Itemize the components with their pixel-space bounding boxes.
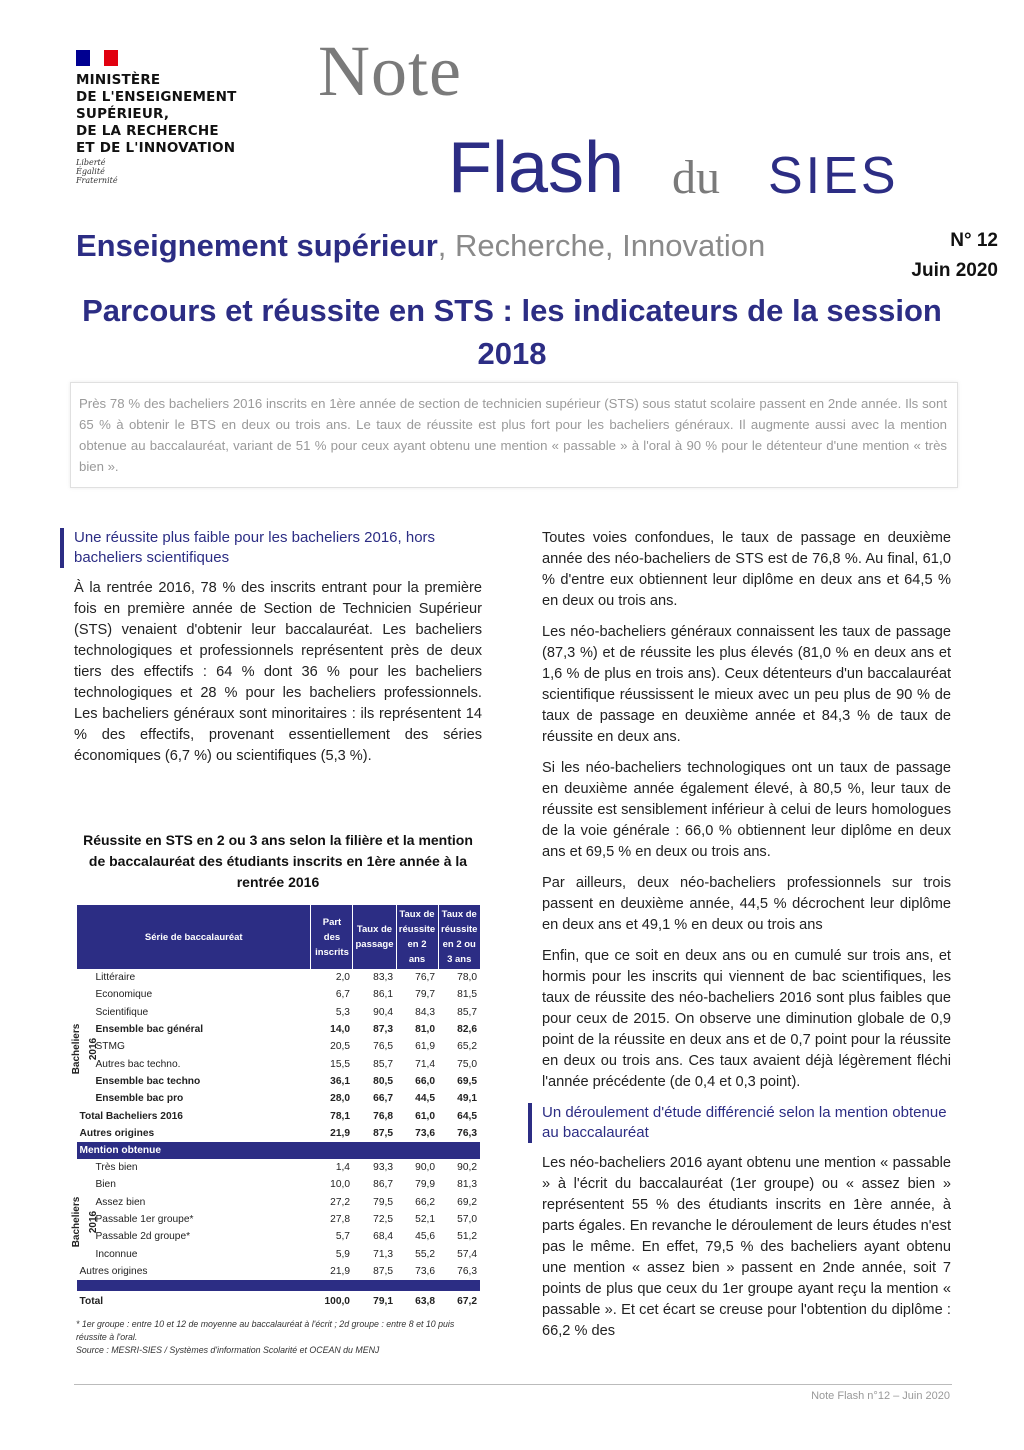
ministry-line: ET DE L'INNOVATION	[76, 140, 236, 156]
table-cell: 49,1	[457, 1093, 477, 1105]
table-cell: 27,8	[330, 1214, 350, 1225]
table-cell: 66,7	[373, 1093, 393, 1105]
table-cell: 79,5	[373, 1196, 393, 1208]
table-cell: 100,0	[311, 1290, 353, 1312]
paragraph: Enfin, que ce soit en deux ans ou en cumulé sur trois ans, et hormis pour les inscrits qui viennent de bac scientifiques, les taux de réussite des néo-bacheliers 2016 sont plus faibles que pour ceux de 2015. On observe une diminution globale de 0,9 point de la réussite en deux ans et de 0,7 point pour la réussite en deux ou trois ans. Ces taux avaient déjà légèrement fléchi l'année précédente (de 0,4 et 0,3 point).	[542, 948, 951, 1090]
table-cell: 81,5	[457, 989, 477, 1001]
issue-date: Juin 2020	[911, 260, 998, 281]
table-cell: 36,1	[330, 1075, 350, 1087]
table-cell: 21,9	[330, 1127, 350, 1139]
row-label: Autres origines	[79, 1265, 148, 1277]
table-cell: 73,6	[415, 1265, 435, 1277]
table-cell: 67,2	[438, 1290, 480, 1312]
table-cell: 10,0	[330, 1179, 350, 1191]
table-row	[77, 1159, 481, 1176]
table-cell: 27,2	[330, 1196, 350, 1208]
table-cell: 57,4	[457, 1248, 477, 1260]
left-column	[74, 528, 482, 777]
footer-divider	[74, 1384, 952, 1385]
table-cell: 79,1	[353, 1290, 396, 1312]
table-cell: 81,0	[415, 1024, 435, 1036]
group-label: Bacheliers 2016	[70, 1023, 99, 1075]
row-label: Assez bien	[95, 1196, 146, 1208]
table-cell: 79,7	[415, 989, 435, 1001]
table-title: Réussite en STS en 2 ou 3 ans selon la filière et la mention de baccalauréat des étudiants inscrits en 1ère année à la rentrée 2016	[83, 832, 473, 890]
table-cell: 78,1	[330, 1110, 350, 1122]
table-cell: 21,9	[330, 1265, 350, 1277]
issue-info	[911, 226, 998, 286]
table-cell: 65,2	[457, 1041, 477, 1053]
table-cell: 55,2	[415, 1248, 435, 1260]
row-label: Ensemble bac techno	[95, 1075, 201, 1087]
table-cell: 52,1	[415, 1214, 435, 1225]
table-cell: 87,5	[373, 1265, 393, 1277]
table-cell: 76,3	[457, 1127, 477, 1139]
flag-white-stripe	[90, 50, 104, 66]
row-label: Littéraire	[95, 972, 136, 984]
table-row	[77, 1263, 481, 1280]
group-label: Bacheliers 2016	[70, 1196, 99, 1248]
table-cell: 82,6	[457, 1024, 477, 1036]
table-subtotal-row	[77, 1107, 481, 1124]
table-cell: 79,9	[415, 1179, 435, 1191]
column-header: Part des inscrits	[311, 905, 353, 969]
row-label: Ensemble bac pro	[95, 1093, 184, 1105]
ministry-line: DE LA RECHERCHE	[76, 123, 219, 139]
table-row	[77, 1055, 481, 1072]
table-cell: 6,7	[335, 989, 350, 1001]
table-cell: 63,8	[396, 1290, 438, 1312]
table-cell: 15,5	[330, 1058, 350, 1070]
table-band-row	[77, 1142, 481, 1159]
right-column	[542, 528, 951, 1352]
table-cell: 61,0	[415, 1110, 435, 1122]
table-cell: 28,0	[330, 1093, 350, 1105]
table-cell: 80,5	[373, 1075, 393, 1087]
row-label: Ensemble bac général	[95, 1024, 204, 1036]
publication-title-flash: Flash	[448, 128, 625, 208]
publication-title-note: Note	[318, 31, 462, 111]
table-row	[77, 1125, 481, 1142]
summary-box: Près 78 % des bacheliers 2016 inscrits en 1ère année de section de technicien supérieur (STS) sous statut scolaire passent en 2nde année. Ils sont 65 % à obtenir le BTS en deux ou trois ans. Le taux de réussite est plus fort pour les bacheliers généraux. Il augmente aussi avec la mention obtenue au baccalauréat, variant de 51 % pour ceux ayant obtenu une mention « passable » à l'oral à 90 % pour le détenteur d'une mention « très bien ».	[70, 382, 958, 488]
row-label: Inconnue	[95, 1248, 138, 1260]
column-header: Taux de réussite en 2 ans	[396, 905, 438, 969]
column-header: Série de baccalauréat	[77, 905, 311, 969]
document-title: Parcours et réussite en STS : les indicateurs de la session 2018	[82, 293, 942, 371]
table-cell: 86,1	[373, 989, 393, 1001]
table-row	[77, 1004, 481, 1021]
row-label: STMG	[95, 1041, 125, 1053]
table-cell: 87,3	[373, 1024, 393, 1036]
table-cell: 90,2	[457, 1162, 477, 1174]
republic-flag-logo	[76, 50, 118, 66]
table-cell: 85,7	[457, 1006, 477, 1018]
group-label-cell	[70, 969, 99, 1107]
table-cell: 64,5	[457, 1110, 477, 1122]
separator-cell	[77, 1280, 481, 1290]
table-cell: 81,3	[457, 1179, 477, 1191]
table-header-row	[77, 905, 481, 969]
table-row	[77, 1073, 481, 1090]
table-cell: 76,3	[457, 1265, 477, 1277]
ministry-line: DE L'ENSEIGNEMENT	[76, 89, 237, 105]
flag-blue-stripe	[76, 50, 90, 66]
group-label-cell	[70, 1159, 99, 1263]
table-cell: 85,7	[373, 1058, 393, 1070]
table-cell: 90,4	[373, 1006, 393, 1018]
table-cell: 73,6	[415, 1127, 435, 1139]
paragraph: Si les néo-bacheliers technologiques ont un taux de passage en deuxième année également élevé, à 80,5 %, leur taux de réussite est sensiblement inférieur à celui de leurs homologues de la voie générale : 66,0 % obtiennent leur diplôme en deux ans et 69,5 % en deux ou trois ans.	[542, 760, 951, 860]
paragraph: Les néo-bacheliers 2016 ayant obtenu une mention « passable » à l'écrit du baccalauréat (1er groupe) ou « assez bien » représentent 55 % des étudiants inscrits en 1ère année, à parts égales. En revanche le déroulement de leurs études n'est pas le même. En effet, 79,5 % des bacheliers ayant obtenu une mention « assez bien » passent en 2nde année, soit 7 points de plus que ceux du 1er groupe ayant reçu la mention « passable ». Et cet écart se creuse pour l'obtention du diplôme : 66,2 % des	[542, 1155, 951, 1339]
table-cell: 66,2	[415, 1196, 435, 1208]
table-cell: 1,4	[335, 1162, 350, 1174]
paragraph: Toutes voies confondues, le taux de passage en deuxième année des néo-bacheliers de STS est de 76,8 %. Au final, 61,0 % d'entre eux obtiennent leur diplôme en deux ans et 64,5 % en deux ou trois ans.	[542, 530, 951, 609]
row-label: Scientifique	[95, 1006, 149, 1018]
table-cell: 45,6	[415, 1231, 435, 1243]
table-footnote	[76, 1318, 484, 1357]
section-heading: Un déroulement d'étude différencié selon la mention obtenue au baccalauréat	[528, 1103, 951, 1143]
publication-title-sies: SIES	[768, 147, 899, 205]
ministry-line: MINISTÈRE	[76, 72, 161, 88]
table-cell: 44,5	[415, 1093, 435, 1105]
motto-line: Fraternité	[76, 176, 118, 185]
table-cell: 93,3	[373, 1162, 393, 1174]
table-row	[77, 1211, 481, 1228]
table-cell: 86,7	[373, 1179, 393, 1191]
motto-line: Liberté	[76, 158, 106, 167]
banner-light: , Recherche, Innovation	[437, 228, 766, 263]
row-label: Passable 1er groupe*	[95, 1214, 194, 1225]
table-row	[77, 1176, 481, 1193]
domain-banner	[76, 228, 765, 264]
table-cell: 78,0	[457, 972, 477, 984]
table-body	[70, 969, 481, 1312]
row-label: Total Bacheliers 2016	[79, 1110, 183, 1122]
row-label: Autres bac techno.	[95, 1058, 181, 1070]
banner-strong: Enseignement supérieur	[76, 228, 438, 263]
table-cell: 5,3	[335, 1006, 350, 1018]
results-table	[70, 905, 480, 1312]
table-cell: 76,7	[415, 972, 435, 984]
table-cell: 66,0	[415, 1075, 435, 1087]
table-cell: 84,3	[415, 1006, 435, 1018]
table-row	[77, 1228, 481, 1245]
table-cell: 71,4	[415, 1058, 435, 1070]
table-cell: 69,5	[457, 1075, 477, 1087]
table-row	[77, 969, 481, 986]
table-cell: 51,2	[457, 1231, 477, 1243]
column-header: Taux de passage	[353, 905, 396, 969]
table-row	[77, 986, 481, 1003]
table-cell: 87,5	[373, 1127, 393, 1139]
table-cell: 71,3	[373, 1248, 393, 1260]
band-label: Mention obtenue	[77, 1142, 481, 1159]
republic-motto	[76, 158, 118, 185]
section-heading: Une réussite plus faible pour les bacheliers 2016, hors bacheliers scientifiques	[60, 528, 482, 568]
table-cell: 5,7	[335, 1231, 350, 1243]
row-label: Bien	[95, 1179, 116, 1191]
paragraph: Les néo-bacheliers généraux connaissent les taux de passage (87,3 %) et de réussite les plus élevés (81,0 % en deux ans et 1,6 % de plus en trois ans). Ceux détenteurs d'un baccalauréat scientifique réussissent le mieux avec un peu plus de 90 % de taux de passage en deuxième année et 84,3 % de taux de réussite en deux ans.	[542, 624, 951, 745]
table-cell: 61,9	[415, 1041, 435, 1053]
column-header: Taux de réussite en 2 ou 3 ans	[438, 905, 480, 969]
table-separator-bar	[77, 1280, 481, 1290]
ministry-line: SUPÉRIEUR,	[76, 106, 170, 122]
table-cell: 68,4	[373, 1231, 393, 1243]
table-cell: 72,5	[373, 1214, 393, 1225]
paragraph: À la rentrée 2016, 78 % des inscrits entrant pour la première fois en première année de Section de Technicien Supérieur (STS) venaient d'obtenir leur baccalauréat. Les bacheliers technologiques et professionnels représentent près de deux tiers des effectifs : 64 % dont 36 % pour les bacheliers technologiques et 28 % pour les bacheliers professionnels. Les bacheliers généraux sont minoritaires : ils représentent 14 % des effectifs, provenant essentiellement des séries économiques (6,7 %) ou scientifiques (5,3 %).	[74, 580, 482, 764]
row-label: Passable 2d groupe*	[95, 1231, 191, 1243]
table-row	[77, 1038, 481, 1055]
table-row	[77, 1090, 481, 1107]
table-cell: 90,0	[415, 1162, 435, 1174]
table-row	[77, 1021, 481, 1038]
row-label: Total	[77, 1290, 311, 1312]
table-cell: 69,2	[457, 1196, 477, 1208]
table-row	[77, 1245, 481, 1262]
table-cell: 75,0	[457, 1058, 477, 1070]
issue-number: N° 12	[950, 230, 998, 251]
table-cell: 76,8	[373, 1110, 393, 1122]
table-cell: 14,0	[330, 1024, 350, 1036]
table-cell: 83,3	[373, 972, 393, 984]
ministry-name	[76, 72, 237, 157]
row-label: Economique	[95, 989, 153, 1001]
table-row	[77, 1194, 481, 1211]
footnote-text: * 1er groupe : entre 10 et 12 de moyenne au baccalauréat à l'écrit ; 2d groupe : entre 8 et 10 puis réussite à l'oral.	[76, 1319, 455, 1342]
source-text: Source : MESRI-SIES / Systèmes d'information Scolarité et OCEAN du MENJ	[76, 1345, 380, 1355]
paragraph: Par ailleurs, deux néo-bacheliers professionnels sur trois passent en deuxième année, 44,5 % décrochent leur diplôme en deux ans et 49,1 % en deux ou trois ans	[542, 875, 951, 933]
table-cell: 2,0	[335, 972, 350, 984]
page-footer: Note Flash n°12 – Juin 2020	[811, 1390, 950, 1402]
row-label: Autres origines	[79, 1127, 155, 1139]
table-total-row	[77, 1290, 481, 1312]
table-cell: 5,9	[335, 1248, 350, 1260]
row-label: Très bien	[95, 1162, 138, 1174]
table-cell: 57,0	[457, 1214, 477, 1225]
publication-title-du: du	[672, 151, 720, 204]
table-cell: 20,5	[330, 1041, 350, 1053]
motto-line: Égalité	[76, 167, 105, 176]
flag-red-stripe	[104, 50, 118, 66]
table-cell: 76,5	[373, 1041, 393, 1053]
